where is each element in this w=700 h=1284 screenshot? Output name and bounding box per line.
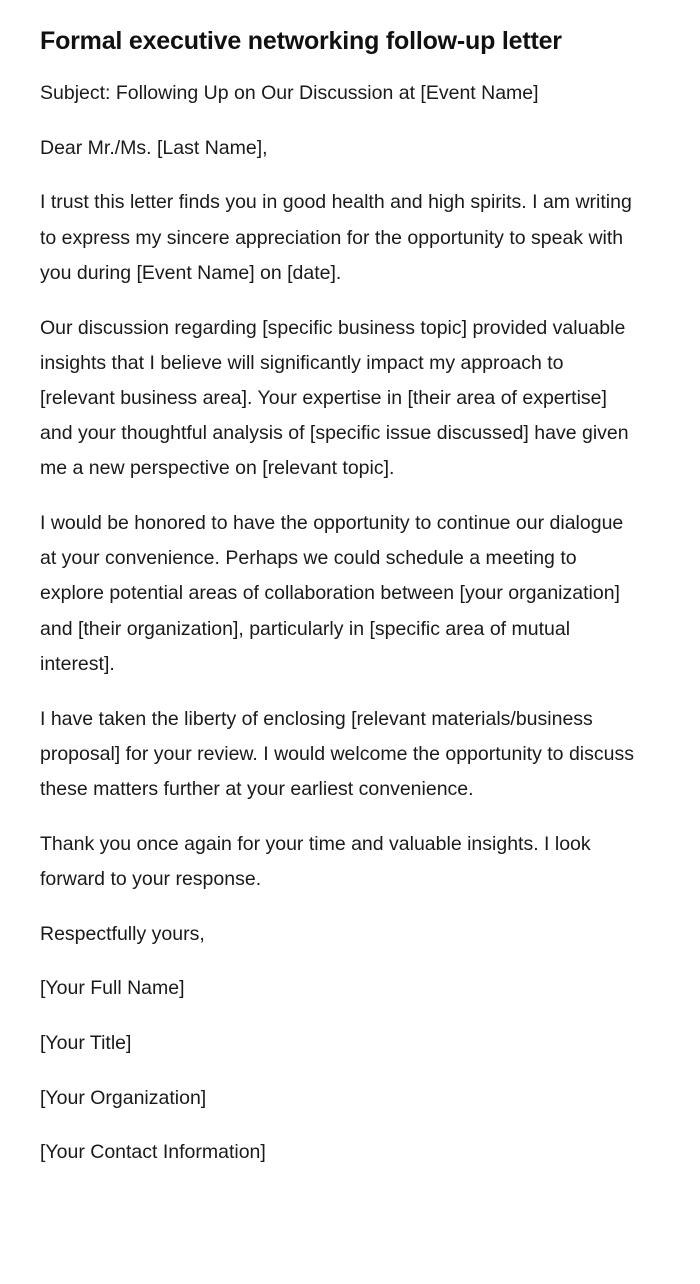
closing: Respectfully yours, — [40, 922, 205, 945]
subject-line: Subject: Following Up on Our Discussion at [Event Name] — [40, 82, 539, 104]
body-paragraph-4: I have taken the liberty of enclosing [relevant materials/business proposal] for your review. I would welcome the opportunity to discuss these matters further at your earliest convenience. — [40, 707, 634, 800]
body-paragraph-3: I would be honored to have the opportunity to continue our dialogue at your convenience. Perhaps we could schedule a meeting to explore potential areas of collaboration between [your organization] and [their organization], particularly in [specific area of mutual interest]. — [40, 512, 624, 675]
signature-name: [Your Full Name] — [40, 977, 185, 1000]
body-paragraph-1: I trust this letter finds you in good health and high spirits. I am writing to express my sincere appreciation for the opportunity to speak with you during [Event Name] on [date]. — [40, 191, 632, 284]
letter-document — [40, 0, 640, 1171]
signature-contact: [Your Contact Information] — [40, 1141, 266, 1164]
body-paragraph-5: Thank you once again for your time and valuable insights. I look forward to your response. — [40, 832, 591, 890]
signature-organization: [Your Organization] — [40, 1086, 207, 1109]
body-paragraph-2: Our discussion regarding [specific business topic] provided valuable insights that I believe will significantly impact my approach to [relevant business area]. Your expertise in [their area of expertise] and your thoughtful analysis of [specific issue discussed] have given me a new perspective on [relevant topic]. — [40, 316, 629, 480]
salutation: Dear Mr./Ms. [Last Name], — [40, 136, 268, 159]
letter-title: Formal executive networking follow-up letter — [40, 27, 562, 55]
signature-title: [Your Title] — [40, 1031, 132, 1054]
